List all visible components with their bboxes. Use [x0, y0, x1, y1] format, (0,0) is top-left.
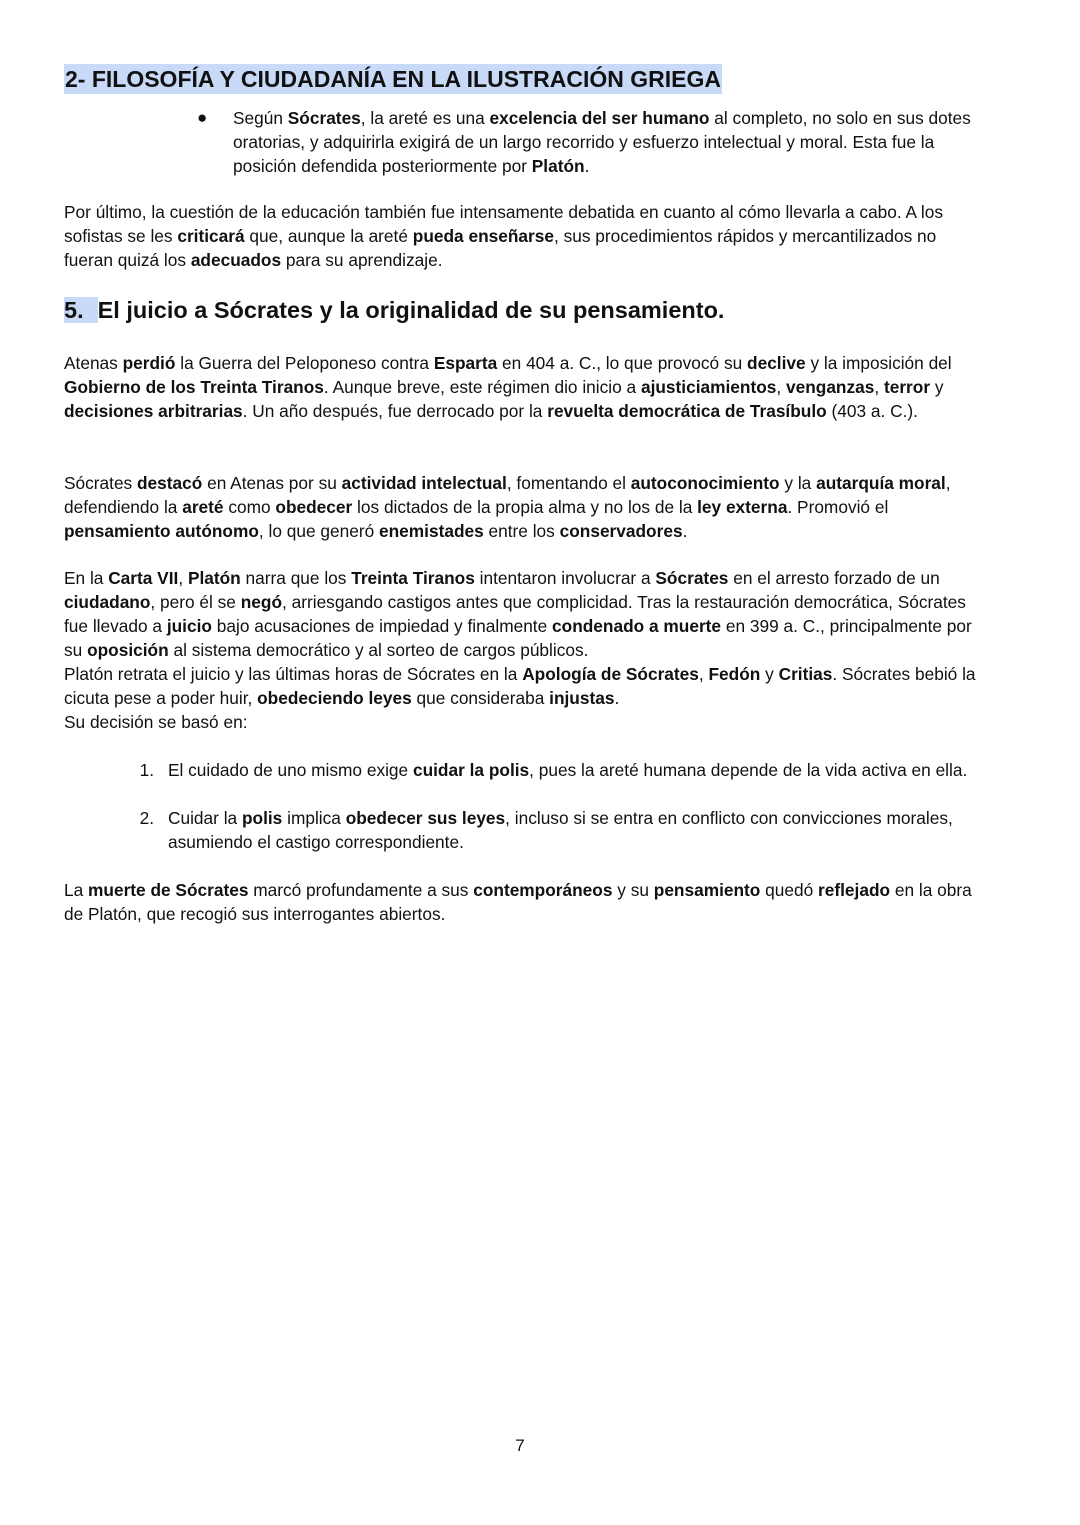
text-run: . — [614, 688, 620, 708]
bold-term: Critias — [778, 664, 833, 684]
bullet-icon: ● — [197, 108, 208, 127]
text-run: , pues la areté humana depende de la vida activa en ella. — [529, 760, 968, 780]
paragraph-athens — [64, 351, 984, 423]
text-run: , defendiendo la — [64, 473, 951, 517]
text-run: al completo, no solo en sus dotes oratorias, y adquirirla exigirá de un largo recorrido y esfuerzo intelectual y moral. Esta fue la posición defendida posteriormente por — [233, 108, 971, 176]
text-run: Por último, la cuestión de la educación también fue intensamente debatida en cuanto al cómo llevarla a cabo. A los sofistas se les — [64, 202, 944, 246]
text-run: Platón retrata el juicio y las últimas horas de Sócrates en la — [64, 664, 523, 684]
list-text — [168, 806, 983, 854]
text-run: Según — [233, 108, 288, 128]
bold-term: Sócrates — [287, 108, 361, 128]
text-run: , lo que generó — [258, 521, 380, 541]
bold-term: criticará — [177, 226, 245, 246]
bold-term: condenado a muerte — [552, 616, 722, 636]
bold-term: obedecer — [275, 497, 353, 517]
text-run: Su decisión se basó en: — [64, 712, 248, 732]
text-run: quedó — [760, 880, 819, 900]
text-run: . Promovió el — [787, 497, 889, 517]
text-run: narra que los — [240, 568, 352, 588]
bold-term: negó — [240, 592, 282, 612]
text-run: en la obra de Platón, que recogió sus interrogantes abiertos. — [64, 880, 972, 924]
list-number: 1. — [139, 760, 154, 780]
bold-term: Esparta — [433, 353, 498, 373]
text-run: La — [64, 880, 89, 900]
list-number: 2. — [139, 808, 154, 828]
bold-term: autarquía moral — [816, 473, 946, 493]
text-run: marcó profundamente a sus — [248, 880, 474, 900]
bold-term: Apología de Sócrates — [522, 664, 699, 684]
text-run: al sistema democrático y al sorteo de cargos públicos. — [168, 640, 589, 660]
heading-text: El juicio a Sócrates y la originalidad de su pensamiento. — [97, 297, 725, 323]
text-run: Atenas — [64, 353, 123, 373]
text-run: . — [584, 156, 590, 176]
section-title: 2- FILOSOFÍA Y CIUDADANÍA EN LA ILUSTRACIÓN GRIEGA — [65, 66, 721, 92]
text-run: para su aprendizaje. — [281, 250, 443, 270]
text-run: y su — [612, 880, 654, 900]
text-run: implica — [282, 808, 346, 828]
bold-term: venganzas — [785, 377, 875, 397]
text-run: entre los — [483, 521, 560, 541]
text-run: (403 a. C.). — [826, 401, 918, 421]
text-run: , sus procedimientos rápidos y mercantilizados no fueran quizá los — [64, 226, 937, 270]
bold-term: Carta VII — [108, 568, 179, 588]
text-run: y — [760, 664, 779, 684]
text-run: , — [698, 664, 709, 684]
bold-term: ciudadano — [64, 592, 151, 612]
text-run: y la — [779, 473, 817, 493]
bold-term: muerte de Sócrates — [88, 880, 249, 900]
page-number: 7 — [515, 1436, 525, 1455]
bold-term: enemistades — [379, 521, 484, 541]
paragraph-death — [64, 878, 984, 926]
bold-term: reflejado — [818, 880, 891, 900]
bold-term: Gobierno de los Treinta Tiranos — [64, 377, 324, 397]
text-run: . Un año después, fue derrocado por la — [242, 401, 548, 421]
text-run: , — [178, 568, 188, 588]
paragraph-education — [64, 200, 984, 272]
text-run: , — [776, 377, 786, 397]
bold-term: perdió — [122, 353, 176, 373]
text-run: , pero él se — [150, 592, 241, 612]
text-run: como — [223, 497, 276, 517]
heading-socrates-trial — [64, 294, 724, 326]
bold-term: Sócrates — [655, 568, 729, 588]
text-run: que consideraba — [411, 688, 550, 708]
bold-term: Platón — [531, 156, 585, 176]
text-run: en 404 a. C., lo que provocó su — [497, 353, 748, 373]
text-run: en el arresto forzado de un — [728, 568, 940, 588]
text-run: bajo acusaciones de impiedad y finalmente — [211, 616, 553, 636]
bold-term: terror — [883, 377, 931, 397]
text-run: , — [874, 377, 884, 397]
text-run: , fomentando el — [506, 473, 631, 493]
bold-term: pueda enseñarse — [412, 226, 554, 246]
bold-term: ley externa — [697, 497, 788, 517]
bold-term: injustas — [549, 688, 615, 708]
bold-term: areté — [182, 497, 224, 517]
bold-term: oposición — [87, 640, 169, 660]
text-run: los dictados de la propia alma y no los de la — [352, 497, 698, 517]
bold-term: contemporáneos — [473, 880, 613, 900]
bold-term: conservadores — [559, 521, 683, 541]
text-run: , incluso si se entra en conflicto con convicciones morales, asumiendo el castigo correspondiente. — [168, 808, 953, 852]
bold-term: Fedón — [708, 664, 761, 684]
bold-term: autoconocimiento — [630, 473, 780, 493]
bold-term: obedecer sus leyes — [345, 808, 506, 828]
text-run: Cuidar la — [168, 808, 242, 828]
bold-term: Platón — [187, 568, 241, 588]
bold-term: juicio — [166, 616, 212, 636]
text-run: . Sócrates bebió la cicuta pese a poder huir, — [64, 664, 976, 708]
bold-term: revuelta democrática de Trasíbulo — [547, 401, 827, 421]
bold-term: excelencia del ser humano — [489, 108, 710, 128]
text-run: y la imposición del — [805, 353, 952, 373]
bold-term: ajusticiamientos — [640, 377, 777, 397]
list-text — [168, 758, 983, 782]
text-run: , arriesgando castigos antes que complicidad. Tras la restauración democrática, Sócrates fue llevado a — [64, 592, 966, 636]
bullet-text — [233, 106, 993, 178]
text-run: la Guerra del Peloponeso contra — [175, 353, 434, 373]
bold-term: pensamiento — [653, 880, 761, 900]
text-run: En la — [64, 568, 109, 588]
bold-term: decisiones arbitrarias — [64, 401, 243, 421]
bold-term: actividad intelectual — [341, 473, 507, 493]
text-run: en Atenas por su — [202, 473, 342, 493]
paragraph-socrates — [64, 471, 984, 543]
text-run: . Aunque breve, este régimen dio inicio a — [323, 377, 641, 397]
text-run: en 399 a. C., principalmente por su — [64, 616, 972, 660]
text-run: . — [682, 521, 688, 541]
text-run: que, aunque la areté — [244, 226, 413, 246]
bold-term: adecuados — [190, 250, 282, 270]
bold-term: declive — [747, 353, 806, 373]
bold-term: pensamiento autónomo — [64, 521, 259, 541]
bold-term: destacó — [137, 473, 203, 493]
bold-term: polis — [241, 808, 283, 828]
paragraph-letter — [64, 566, 984, 734]
text-run: El cuidado de uno mismo exige — [168, 760, 413, 780]
text-run: intentaron involucrar a — [474, 568, 656, 588]
text-run: , la areté es una — [360, 108, 490, 128]
heading-number: 5. — [64, 297, 98, 323]
text-run: y — [930, 377, 944, 397]
bold-term: Treinta Tiranos — [351, 568, 475, 588]
bold-term: cuidar la polis — [412, 760, 530, 780]
bold-term: obedeciendo leyes — [257, 688, 412, 708]
text-run: Sócrates — [64, 473, 137, 493]
